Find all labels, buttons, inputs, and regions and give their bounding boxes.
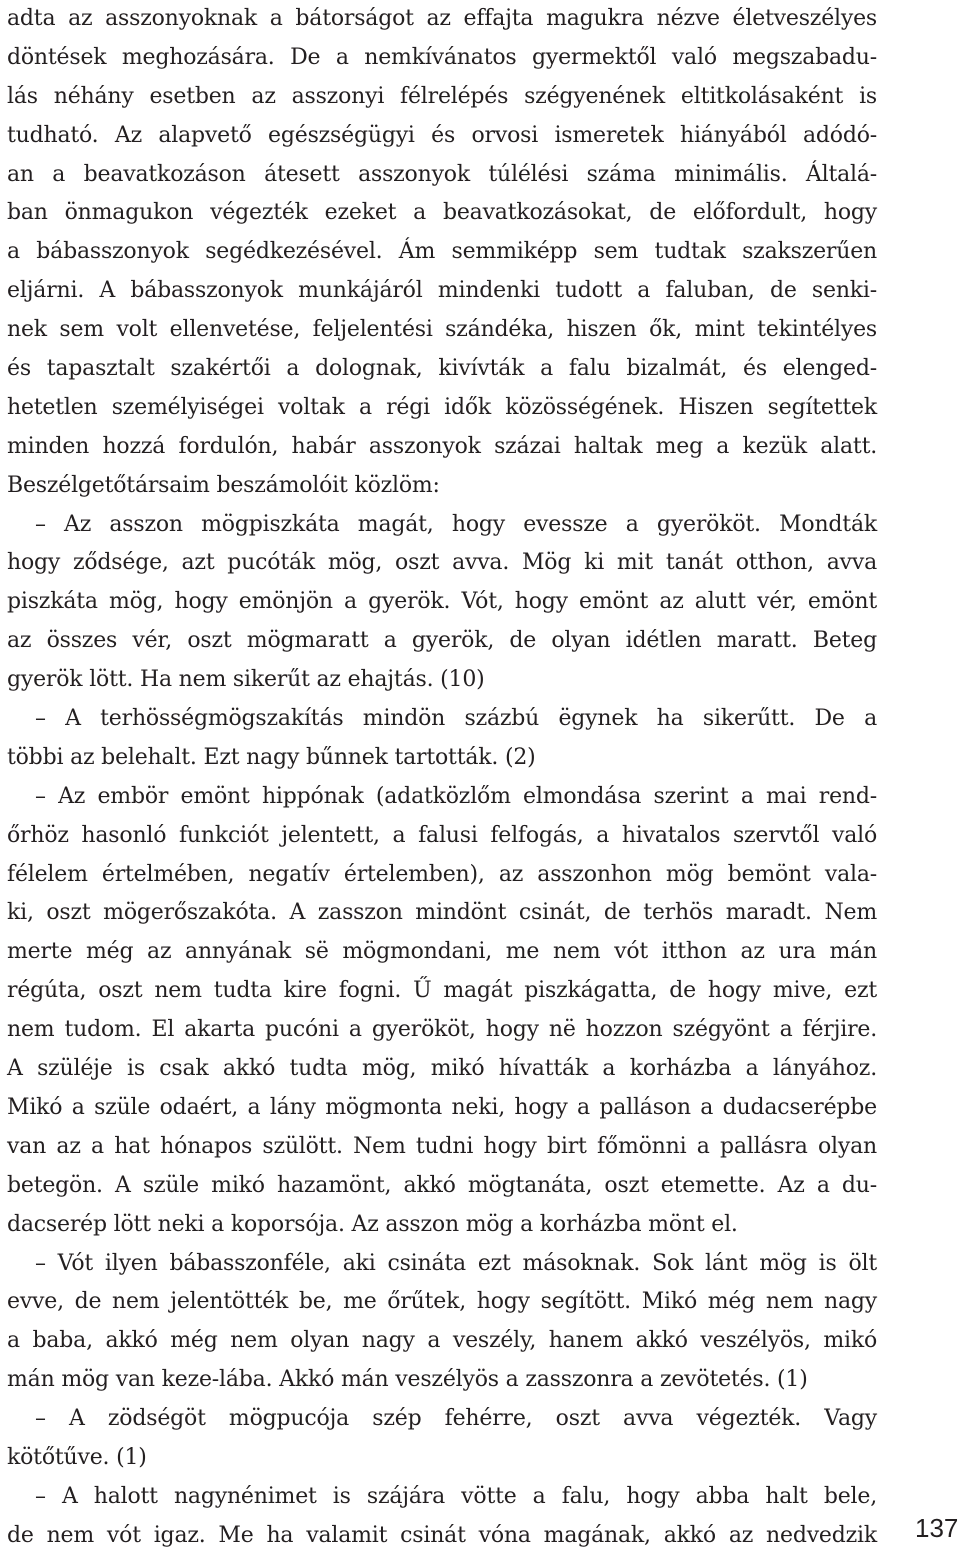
text-line: nem tudom. El akarta pucóni a gyerököt, hogy në hozzon szégyönt a férjire. (7, 1017, 877, 1043)
text-line: a baba, akkó még nem olyan nagy a veszély, hanem akkó veszélyös, mikó (7, 1328, 877, 1354)
text-line: ki, oszt mögerőszakóta. A zasszon mindönt csinát, de terhös maradt. Nem (7, 900, 877, 926)
text-line: evve, de nem jelentötték be, me őrűtek, hogy segítött. Mikó még nem nagy (7, 1289, 877, 1315)
text-line: – A halott nagynénimet is szájára vötte a falu, hogy abba halt bele, (35, 1483, 877, 1509)
text-line: – Az asszon mögpiszkáta magát, hogy evessze a gyerököt. Mondták (35, 511, 877, 537)
text-line: tudható. Az alapvető egészségügyi és orvosi ismeretek hiányából adódó- (7, 122, 877, 148)
text-line: többi az belehalt. Ezt nagy bűnnek tartották. (2) (7, 744, 536, 770)
text-line: piszkáta mög, hogy emönjön a gyerök. Vót, hogy emönt az alutt vér, emönt (7, 589, 877, 615)
text-line: az összes vér, oszt mögmaratt a gyerök, de olyan idétlen maratt. Beteg (7, 628, 877, 654)
text-line: Beszélgetőtársaim beszámolóit közlöm: (7, 472, 440, 498)
text-line: – A terhösségmögszakítás mindön százbú ëgynek ha sikerűtt. De a (35, 706, 877, 732)
text-line: lás néhány esetben az asszonyi félrelépés szégyenének eltitkolásaként is (7, 83, 877, 109)
text-line: ban önmagukon végezték ezeket a beavatkozásokat, de előfordult, hogy (7, 200, 877, 226)
text-line: régúta, oszt nem tudta kire fogni. Ű magát piszkágatta, de hogy mive, ezt (7, 978, 877, 1004)
text-line: A szüléje is csak akkó tudta mög, mikó hívatták a korházba a lányához. (7, 1056, 877, 1082)
text-line: eljárni. A bábasszonyok munkájáról mindenki tudott a faluban, de senki- (7, 278, 877, 304)
text-line: – Az embör emönt hippónak (adatközlőm elmondása szerint a mai rend- (35, 783, 877, 809)
text-line: an a beavatkozáson átesett asszonyok túlélési száma minimális. Általá- (7, 161, 877, 187)
text-line: hogy ződsége, azt pucóták mög, oszt avva. Mög ki mit tanát otthon, avva (7, 550, 877, 576)
text-line: nek sem volt ellenvetése, feljelentési szándéka, hiszen ők, mint tekintélyes (7, 317, 877, 343)
text-line: betegön. A szüle mikó hazamönt, akkó mögtanáta, oszt etemette. Az a du- (7, 1172, 877, 1198)
text-line: Mikó a szüle odaért, a lány mögmonta neki, hogy a palláson a dudacserépbe (7, 1094, 877, 1120)
text-line: minden hozzá fordulón, habár asszonyok százai haltak meg a kezük alatt. (7, 433, 877, 459)
text-line: a bábasszonyok segédkezésével. Ám semmiképp sem tudtak szakszerűen (7, 239, 877, 265)
text-line: félelem értelmében, negatív értelemben), az asszonhon mög bemönt vala- (7, 861, 877, 887)
page-number: 137 (915, 1513, 959, 1543)
text-line: dacserép lött neki a koporsója. Az asszon mög a korházba mönt el. (7, 1211, 738, 1237)
text-line: van az a hat hónapos szülött. Nem tudni hogy birt főmönni a pallásra olyan (7, 1133, 877, 1159)
text-line: adta az asszonyoknak a bátorságot az effajta magukra nézve életveszélyes (7, 6, 877, 31)
text-line: mán mög van keze-lába. Akkó mán veszélyös a zasszonra a zevötetés. (1) (7, 1367, 808, 1393)
text-line: gyerök lött. Ha nem sikerűt az ehajtás. (10) (7, 667, 485, 693)
text-line: döntések meghozására. De a nemkívánatos gyermektől való megszabadu- (7, 44, 877, 70)
text-line: és tapasztalt szakértői a dolognak, kivívták a falu bizalmát, és elenged- (7, 356, 877, 382)
text-line: de nem vót igaz. Me ha valamit csinát vóna magának, akkó az nedvedzik (7, 1522, 877, 1548)
page-body (7, 0, 877, 1556)
text-line: kötőtűve. (1) (7, 1444, 147, 1470)
text-line: merte még az annyának së mögmondani, me nem vót itthon az ura mán (7, 939, 877, 965)
text-line: hetetlen személyiségei voltak a régi idők közösségének. Hiszen segítettek (7, 394, 877, 420)
text-line: őrhöz hasonló funkciót jelentett, a falusi felfogás, a hivatalos szervtől való (7, 822, 877, 848)
text-line: – A zödségöt mögpucója szép fehérre, oszt avva végezték. Vagy (35, 1406, 877, 1432)
text-line: – Vót ilyen bábasszonféle, aki csináta ezt másoknak. Sok lánt mög is ölt (35, 1250, 877, 1276)
